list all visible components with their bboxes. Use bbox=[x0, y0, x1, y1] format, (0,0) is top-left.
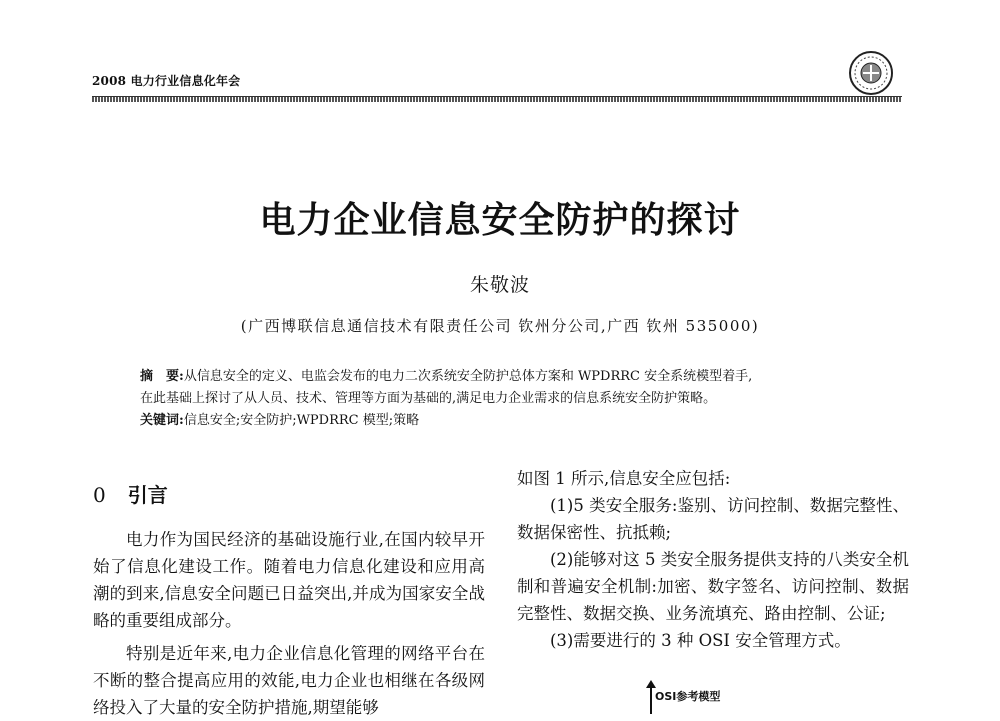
services-item-2: (2)能够对这 5 类安全服务提供支持的八类安全机制和普遍安全机制:加密、数字签名、访问控制、数据完整性、数据交换、业务流填充、路由控制、公证; bbox=[517, 550, 909, 623]
intro-paragraph-1: 电力作为国民经济的基础设施行业,在国内较早开始了信息化建设工作。随着电力信息化建设和应用高潮的到来,信息安全问题已日益突出,并成为国家安全战略的重要组成部分。 bbox=[93, 530, 485, 630]
abstract-line-1 bbox=[140, 366, 870, 388]
keywords-text: 信息安全;安全防护;WPDRRC 模型;策略 bbox=[183, 413, 420, 428]
services-item-1: (1)5 类安全服务:鉴别、访问控制、数据完整性、数据保密性、抗抵赖; bbox=[517, 496, 909, 542]
abstract-line-2: 在此基础上探讨了从人员、技术、管理等方面为基础的,满足电力企业需求的信息系统安全防护策略。 bbox=[140, 391, 717, 406]
figure-arrow-icon bbox=[650, 686, 652, 714]
section-title: 引言 bbox=[127, 483, 168, 507]
abstract-label: 摘 要: bbox=[140, 369, 184, 384]
left-column bbox=[93, 480, 485, 721]
header-rule bbox=[92, 96, 902, 102]
intro-paragraph-2: 特别是近年来,电力企业信息化管理的网络平台在不断的整合提高应用的效能,电力企业也相继在各级网络投入了大量的安全防护措施,期望能够 bbox=[93, 644, 485, 717]
author-affiliation: (广西博联信息通信技术有限责任公司 钦州分公司,广西 钦州 535000) bbox=[240, 317, 760, 335]
keywords-line bbox=[140, 410, 870, 432]
author-name: 朱敬波 bbox=[469, 274, 530, 296]
section-heading bbox=[93, 480, 485, 510]
services-item-3: (3)需要进行的 3 种 OSI 安全管理方式。 bbox=[550, 631, 851, 650]
abstract-block bbox=[140, 366, 870, 432]
keywords-label: 关键词: bbox=[140, 413, 184, 428]
conference-seal-icon bbox=[848, 50, 894, 96]
running-head: 2008 电力行业信息化年会 bbox=[92, 74, 241, 88]
article-title: 电力企业信息安全防护的探讨 bbox=[259, 199, 741, 241]
abstract-text-1: 从信息安全的定义、电监会发布的电力二次系统安全防护总体方案和 WPDRRC 安全系统模型着手, bbox=[183, 369, 753, 384]
section-number: 0 bbox=[93, 483, 106, 507]
services-intro: 如图 1 所示,信息安全应包括: bbox=[517, 469, 731, 488]
figure-label: OSI参考模型 bbox=[655, 690, 721, 703]
right-column bbox=[517, 465, 909, 654]
